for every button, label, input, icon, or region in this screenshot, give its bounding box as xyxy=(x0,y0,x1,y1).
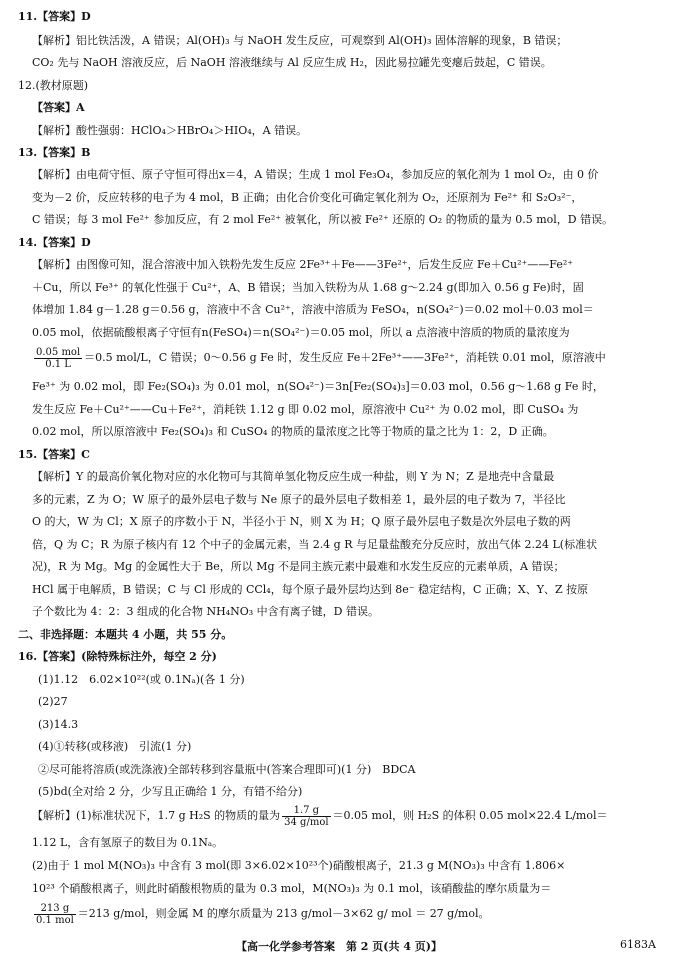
q14-explanation-4: 0.05 mol，依据硫酸根离子守恒有n(FeSO₄)＝n(SO₄²⁻)＝0.05 mol，所以 a 点溶液中溶质的物质的量浓度为 xyxy=(32,326,570,339)
q16-part-5: (5)bd(全对给 2 分，少写且正确给 1 分，有错不给分) xyxy=(38,785,303,798)
q14-explanation-6: Fe³⁺ 为 0.02 mol，即 Fe₂(SO₄)₃ 为 0.01 mol，n(SO₄²⁻)＝3n[Fe₂(SO₄)₃]＝0.03 mol，0.56 g～1.68 g Fe 时， xyxy=(32,380,604,393)
q14-fraction-numerator: 0.05 mol xyxy=(36,346,81,358)
q16-part-4b: ②尽可能将溶质(或洗涤液)全部转移到容量瓶中(答案合理即可)(1 分) BDCA xyxy=(38,763,416,776)
q15-explanation-5: 况)，R 为 Mg。Mg 的金属性大于 Be，所以 Mg 不是同主族元素中最难和水发生反应的元素单质，A 错误； xyxy=(32,560,565,573)
footer-page-info: 【高一化学参考答案 第 2 页(共 4 页)】 xyxy=(235,940,443,953)
q15-explanation: 【解析】Y 的最高价氧化物对应的水化物可与其简单氢化物反应生成一种盐，则 Y 为 N；Z 是地壳中含量最 xyxy=(32,470,555,483)
q12-answer: 【答案】A xyxy=(32,101,85,114)
q14-explanation-3: 体增加 1.84 g－1.28 g＝0.56 g，溶液中不含 Cu²⁺，溶液中溶质为 FeSO₄，n(SO₄²⁻)＝0.02 mol＋0.03 mol＝ xyxy=(32,303,594,316)
q16-fraction-2-numerator: 213 g xyxy=(34,903,76,915)
q11-answer: 11.【答案】D xyxy=(18,10,91,23)
q16-explanation-a: 【解析】(1)标准状况下，1.7 g H₂S 的物质的量为 xyxy=(32,809,281,822)
q13-explanation-3: C 错误；每 3 mol Fe²⁺ 参加反应，有 2 mol Fe²⁺ 被氧化，所以被 Fe²⁺ 还原的 O₂ 的物质的量为 0.5 mol，D 错误。 xyxy=(32,213,614,226)
q15-explanation-4: 倍，Q 为 C；R 为原子核内有 12 个中子的金属元素，当 2.4 g R 与足量盐酸充分反应时，放出气体 2.24 L(标准状 xyxy=(32,538,598,551)
q16-explanation-row xyxy=(32,804,664,828)
q15-explanation-7: 子个数比为 4：2：3 组成的化合物 NH₄NO₃ 中含有离子键，D 错误。 xyxy=(32,605,379,618)
q11-explanation-2: CO₂ 先与 NaOH 溶液反应，后 NaOH 溶液继续与 Al 反应生成 H₂，因此易拉罐先变瘪后鼓起，C 错误。 xyxy=(32,56,552,69)
q14-explanation-8: 0.02 mol，所以原溶液中 Fe₂(SO₄)₃ 和 CuSO₄ 的物质的量浓度之比等于物质的量之比为 1：2，D 正确。 xyxy=(32,425,554,438)
q14-explanation-7: 发生反应 Fe＋Cu²⁺——Cu＋Fe²⁺，消耗铁 1.12 g 即 0.02 mol，原溶液中 Cu²⁺ 为 0.02 mol，即 CuSO₄ 为 xyxy=(32,403,579,416)
q15-explanation-2: 多的元素，Z 为 O；W 原子的最外层电子数与 Ne 原子的最外层电子数相差 1，最外层的电子数为 7，半径比 xyxy=(32,493,566,506)
page-footer xyxy=(0,938,678,954)
q14-fraction-denominator: 0.1 L xyxy=(45,358,71,370)
q16-fraction-1-numerator: 1.7 g xyxy=(282,805,330,817)
q16-explanation-2: 1.12 L，含有氢原子的数目为 0.1Nₐ。 xyxy=(32,836,224,849)
q12-explanation: 【解析】酸性强弱：HClO₄＞HBrO₄＞HIO₄，A 错误。 xyxy=(32,124,308,137)
q16-explanation-5: ＝213 g/mol，则金属 M 的摩尔质量为 213 g/mol－3×62 g/ mol ＝ 27 g/mol。 xyxy=(77,907,490,920)
q16-part-2: (2)27 xyxy=(38,695,68,708)
q16-part-3: (3)14.3 xyxy=(38,718,79,731)
q11-explanation: 【解析】铝比铁活泼，A 错误；Al(OH)₃ 与 NaOH 发生反应，可观察到 Al(OH)₃ 固体溶解的现象，B 错误； xyxy=(32,34,568,47)
q14-answer: 14.【答案】D xyxy=(18,236,91,249)
q14-explanation-5: ＝0.5 mol/L，C 错误；0～0.56 g Fe 时，发生反应 Fe＋2Fe³⁺——3Fe²⁺，消耗铁 0.01 mol，原溶液中 xyxy=(84,351,606,364)
q16-fraction-2 xyxy=(34,903,76,926)
q16-fraction-1 xyxy=(282,805,330,828)
q16-explanation-b: ＝0.05 mol，则 H₂S 的体积 0.05 mol×22.4 L/mol＝ xyxy=(332,809,608,822)
q14-fraction xyxy=(34,347,82,370)
q14-explanation-5-row xyxy=(32,346,664,370)
q16-fraction-2-denominator: 0.1 mol xyxy=(36,914,74,926)
q16-fraction-1-denominator: 34 g/mol xyxy=(284,816,329,828)
q16-answer: 16.【答案】(除特殊标注外，每空 2 分) xyxy=(18,650,217,663)
q16-part-4: (4)①转移(或移液) 引流(1 分) xyxy=(38,740,192,753)
footer-code: 6183A xyxy=(620,938,656,951)
q15-answer: 15.【答案】C xyxy=(18,448,90,461)
q16-explanation-4: 10²³ 个硝酸根离子，则此时硝酸根物质的量为 0.3 mol，M(NO₃)₃ 为 0.1 mol，该硝酸盐的摩尔质量为＝ xyxy=(32,882,552,895)
q15-explanation-3: O 的大，W 为 Cl；X 原子的序数小于 N，半径小于 N，则 X 为 H；Q 原子最外层电子数是次外层电子数的两 xyxy=(32,515,571,528)
q15-explanation-6: HCl 属于电解质，B 错误；C 与 Cl 形成的 CCl₄，每个原子最外层均达到 8e⁻ 稳定结构，C 正确；X、Y、Z 按原 xyxy=(32,583,589,596)
q16-explanation-3: (2)由于 1 mol M(NO₃)₃ 中含有 3 mol(即 3×6.02×10²³个)硝酸根离子，21.3 g M(NO₃)₃ 中含有 1.806× xyxy=(32,859,566,872)
q16-part-1: (1)1.12 6.02×10²²(或 0.1Nₐ)(各 1 分) xyxy=(38,673,245,686)
q14-explanation-2: ＋Cu，所以 Fe³⁺ 的氧化性强于 Cu²⁺，A、B 错误；当加入铁粉为从 1.68 g～2.24 g(即加入 0.56 g Fe)时，固 xyxy=(32,281,584,294)
q16-explanation-5-row xyxy=(32,902,664,926)
q14-explanation: 【解析】由图像可知，混合溶液中加入铁粉先发生反应 2Fe³⁺＋Fe——3Fe²⁺，后发生反应 Fe＋Cu²⁺——Fe²⁺ xyxy=(32,258,574,271)
section-heading: 二、非选择题：本题共 4 小题，共 55 分。 xyxy=(18,628,233,641)
q13-explanation: 【解析】由电荷守恒、原子守恒可得出x＝4，A 错误；生成 1 mol Fe₃O₄，参加反应的氧化剂为 1 mol O₂，由 0 价 xyxy=(32,168,599,181)
q13-explanation-2: 变为－2 价，反应转移的电子为 4 mol，B 正确；由化合价变化可确定氧化剂为 O₂，还原剂为 Fe²⁺ 和 S₂O₃²⁻， xyxy=(32,191,583,204)
q12-title: 12.(教材原题) xyxy=(18,79,89,92)
q13-answer: 13.【答案】B xyxy=(18,146,91,159)
